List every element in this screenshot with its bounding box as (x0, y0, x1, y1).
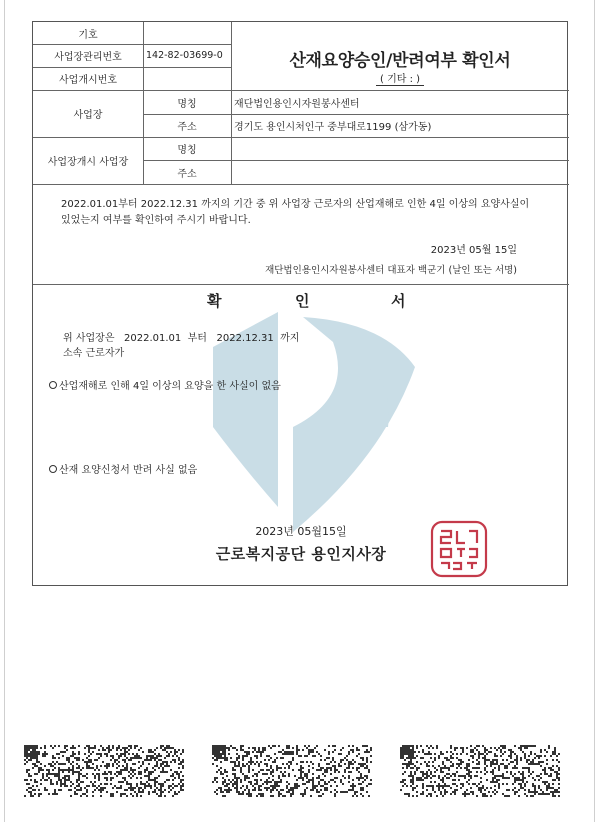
confirmation-title-char-3: 서 (391, 292, 406, 310)
option-no-rejection (49, 461, 197, 476)
period-line: 위 사업장은 2022.01.01 부터 2022.12.31 까지 (63, 333, 300, 344)
confirmation-title-char-1: 확 (207, 292, 222, 310)
label-address-2: 주소 (177, 168, 197, 180)
workplace-address: 경기도 용인시처인구 중부대로1199 (삼가동) (234, 122, 432, 133)
label-open-workplace: 사업장개시 사업장 (47, 157, 129, 168)
label-number: 기호 (78, 29, 98, 41)
label-business-open-no: 사업개시번호 (59, 75, 117, 86)
barcode-3-icon (400, 745, 560, 797)
business-mgmt-no: 142-82-03699-0 (146, 50, 223, 61)
period-line-2: 소속 근로자가 (63, 348, 125, 359)
label-business-mgmt-no: 사업장관리번호 (54, 52, 122, 63)
barcode-1-icon (24, 745, 184, 797)
confirmation-date: 2023년 05월15일 (255, 525, 347, 538)
label-name: 명칭 (177, 98, 197, 110)
empty-circle-icon (49, 465, 57, 473)
issuer-name: 근로복지공단 용인지사장 (215, 545, 387, 563)
confirmation-title-char-2: 인 (295, 292, 310, 310)
request-signature: 재단법인용인시자원봉사센터 대표자 백군기 (날인 또는 서명) (265, 265, 517, 276)
request-text: 2022.01.01부터 2022.12.31 까지의 기간 중 위 사업장 근로자의 산업재해로 인한 4일 이상의 요양사실이 있었는지 여부를 확인하여 주시기 바랍니다. (61, 199, 530, 226)
label-workplace: 사업장 (73, 110, 103, 121)
document-title: 산재요양승인/반려여부 확인서 (289, 51, 511, 71)
official-seal-icon (429, 519, 489, 579)
workplace-name: 재단법인용인시자원봉사센터 (234, 98, 360, 110)
certificate-form (32, 21, 568, 586)
option-no-rejection-label: 산재 요양신청서 반려 사실 없음 (59, 465, 198, 476)
label-name-2: 명칭 (177, 145, 197, 156)
label-address: 주소 (177, 122, 197, 133)
option-no-injury (49, 377, 281, 392)
number-value (143, 22, 231, 44)
document-subtitle: ( 기타 : ) (231, 70, 569, 85)
option-no-injury-label: 산업재해로 인해 4일 이상의 요양을 한 사실이 없음 (59, 381, 281, 392)
request-date: 2023년 05월 15일 (430, 245, 517, 256)
empty-circle-icon (49, 381, 57, 389)
barcode-2-icon (212, 745, 372, 797)
